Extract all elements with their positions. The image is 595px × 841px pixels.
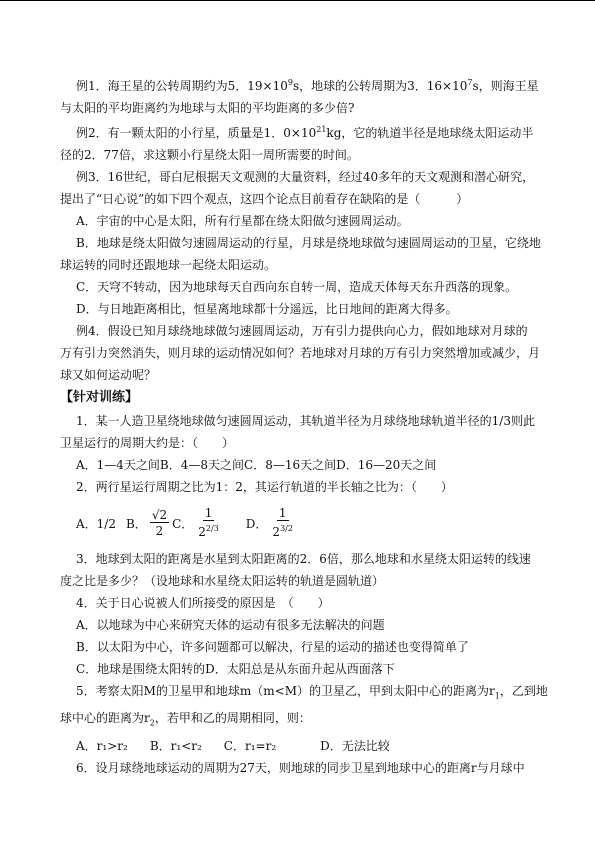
example-1: [60, 72, 538, 119]
question-5-options: A．r₁>r₂ B．r₁<r₂ C．r₁=r₂ D．无法比较: [76, 738, 390, 753]
section-title: 【针对训练】: [60, 390, 139, 405]
question-4: [60, 592, 538, 680]
question-4-option-cd: C．地球是围绕太阳转的D．太阳总是从东面升起从西面落下: [76, 662, 395, 676]
example-3-option-a: A．宇宙的中心是太阳，所有行星都在绕太阳做匀速圆周运动。: [76, 214, 409, 228]
example-3-line-1: 例3．16世纪，哥白尼根据天文观测的大量资料，经过40多年的天文观测和潜心研究，: [76, 170, 535, 184]
question-3-line-2: 度之比是多少？（设地球和水星绕太阳运转的轨道是圆轨道）: [60, 574, 385, 588]
question-2-option-c-fraction: $\frac{1}{2^{2/3}}$: [198, 506, 219, 539]
question-4-option-a: A．以地球为中心来研究天体的运动有很多无法解决的问题: [76, 618, 385, 632]
question-1-line-1: 1．某一人造卫星绕地球做匀速圆周运动，其轨道半径为月球绕地球轨道半径的1/3则此: [76, 414, 535, 428]
question-1-options: A．1—4天之间B．4—8天之间C．8—16天之间D．16—20天之间: [76, 458, 437, 472]
question-4-option-b: B．以太阳为中心，许多问题都可以解决，行星的运动的描述也变得简单了: [76, 640, 469, 654]
example-2-line-1: 例2．有一颗太阳的小行星，质量是1．$0\times 10^{21}kg$，它的轨道半径是地球绕太阳运动半: [76, 125, 534, 140]
example-4: [60, 320, 541, 386]
example-1-line-2: 与太阳的平均距离约为地球与太阳的平均距离的多少倍?: [60, 101, 355, 115]
page-top-rule: [0, 0, 595, 1]
example-4-line-1: 例4．假设已知月球绕地球做匀速圆周运动，万有引力提供向心力，假如地球对月球的: [76, 324, 528, 338]
example-4-line-3: 球又如何运动呢？: [60, 368, 157, 382]
question-2: [60, 476, 538, 548]
question-2-option-c-label: C．: [172, 516, 194, 531]
example-2: [60, 119, 538, 166]
example-3-option-c: C．天穹不转动，因为地球每天自西向东自转一周，造成天体每天东升西落的现象。: [76, 280, 518, 294]
question-3: [60, 548, 538, 592]
question-5-line-2: 球中心的距离为$r_2$，若甲和乙的周期相同，则：: [60, 711, 311, 728]
example-3-line-2: 提出了“日心说”的如下四个观点，这四个论点目前看存在缺陷的是（ ）: [60, 192, 469, 206]
question-2-option-b-label: B．: [125, 516, 147, 531]
example-1-line-1: 例1．海王星的公转周期约为5．$19\times 10^9s$，地球的公转周期为3．$16\times 10^7s$，则海王星: [76, 78, 539, 93]
example-3: [60, 166, 541, 320]
question-2-option-d-label: D．: [245, 516, 268, 531]
question-5: [60, 680, 548, 757]
example-2-line-2: 径的2．77倍，求这颗小行星绕太阳一周所需要的时间。: [60, 148, 359, 162]
question-2-option-d-fraction: $\frac{1}{2^{3/2}}$: [272, 506, 293, 539]
question-1-line-2: 卫星运行的周期大约是：（ ）: [60, 436, 235, 450]
question-6-line-1: 6．设月球绕地球运动的周期为27天，则地球的同步卫星到地球中心的距离r与月球中: [76, 760, 525, 775]
example-3-option-d: D．与日地距离相比，恒星离地球都十分遥远，比日地间的距离大得多。: [76, 302, 458, 316]
question-2-options: [60, 498, 538, 548]
question-2-option-b-fraction: $\frac{√2}{2}$: [151, 507, 168, 538]
question-4-stem: 4．关于日心说被人们所接受的原因是 （ ）: [76, 596, 330, 610]
document-page: [60, 72, 548, 779]
example-3-option-b-line-1: B．地球是绕太阳做匀速圆周运动的行星，月球是绕地球做匀速圆周运动的卫星，它绕地: [76, 236, 541, 250]
question-2-option-a: A．1/2: [76, 516, 116, 531]
question-6: [60, 757, 538, 779]
example-4-line-2: 万有引力突然消失，则月球的运动情况如何？若地球对月球的万有引力突然增加或减少，月: [60, 346, 541, 360]
question-2-stem: 2．两行星运行周期之比为1：2，其运行轨道的半长轴之比为：（ ）: [76, 480, 453, 494]
question-1: [60, 410, 538, 476]
question-3-line-1: 3．地球到太阳的距离是水星到太阳距离的2．6倍，那么地球和水星绕太阳运转的线速: [76, 552, 531, 566]
question-5-line-1: 5．考察太阳M的卫星甲和地球m（m<M）的卫星乙，甲到太阳中心的距离为$r_1$，乙到地: [76, 684, 548, 701]
example-3-option-b-line-2: 球运转的同时还跟地球一起绕太阳运动。: [60, 258, 277, 272]
